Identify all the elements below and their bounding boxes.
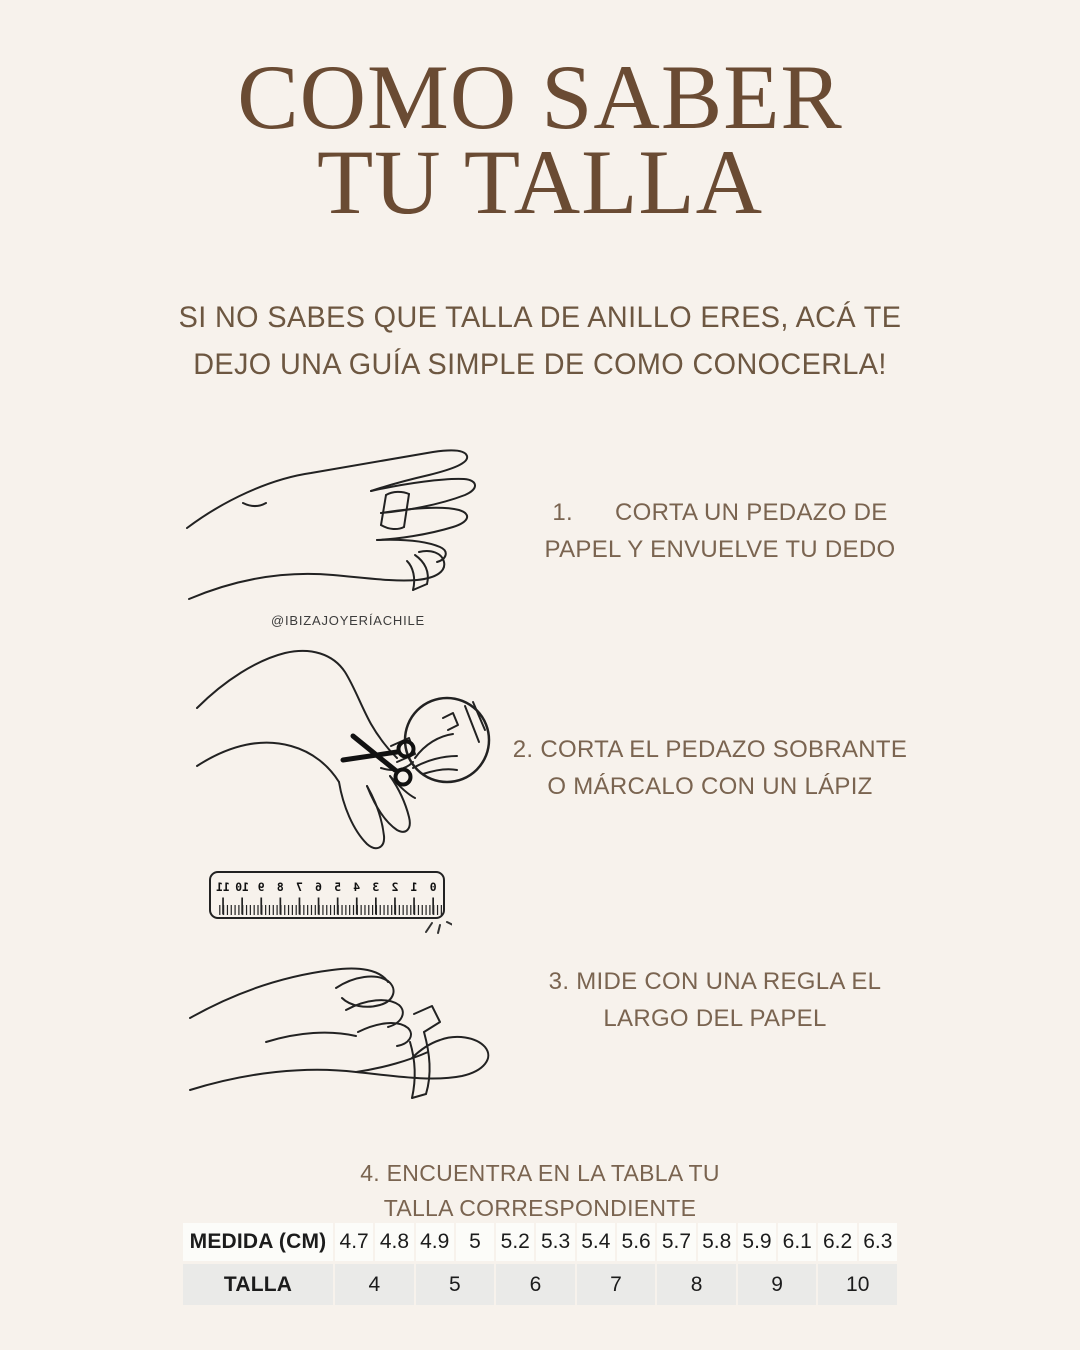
size-cell: 5: [416, 1264, 495, 1305]
step-4-line1: 4. ENCUENTRA EN LA TABLA TU: [360, 1160, 720, 1186]
measure-cell: 5.3: [536, 1223, 574, 1261]
measure-cell: 6.3: [859, 1223, 897, 1261]
hand-paper-ring-illustration: [183, 433, 483, 618]
ruler-drawing: [208, 868, 452, 942]
step-2-text: [505, 731, 915, 805]
measure-cell: 4.8: [375, 1223, 413, 1261]
ruler-number: 2: [391, 880, 399, 894]
step-1-line2: PAPEL Y ENVUELVE TU DEDO: [544, 536, 896, 563]
size-cell: 9: [738, 1264, 817, 1305]
ruler-illustration: [208, 868, 452, 942]
palm-paper-illustration: [188, 942, 510, 1118]
step-1-number: 1.: [552, 499, 574, 526]
step-2-line2: O MÁRCALO CON UN LÁPIZ: [547, 773, 873, 800]
size-table: [183, 1223, 897, 1305]
size-cell: 6: [496, 1264, 575, 1305]
ruler-number: 9: [257, 880, 265, 894]
size-cell: 7: [577, 1264, 656, 1305]
measure-cell: 5.6: [617, 1223, 655, 1261]
measure-label-cell: MEDIDA (CM): [183, 1223, 333, 1261]
measure-cell: 5: [456, 1223, 494, 1261]
palm-paper-drawing: [188, 942, 510, 1118]
ruler-number: 8: [276, 880, 284, 894]
size-cell: 8: [657, 1264, 736, 1305]
hand-scissors-drawing: [195, 648, 507, 876]
ruler-number: 5: [334, 880, 342, 894]
measure-cell: 4.9: [416, 1223, 454, 1261]
measure-cell: 6.2: [818, 1223, 856, 1261]
ruler-number: 6: [315, 880, 322, 894]
subtitle-line1: SI NO SABES QUE TALLA DE ANILLO ERES, ACÁ TE: [178, 301, 902, 334]
ruler-number: 1: [410, 880, 418, 894]
hand-paper-ring-drawing: [183, 433, 483, 618]
step-2-line1: 2. CORTA EL PEDAZO SOBRANTE: [512, 736, 908, 763]
ruler-number: 11: [216, 880, 230, 894]
measure-cell: 5.4: [577, 1223, 615, 1261]
measure-cell: 5.2: [496, 1223, 534, 1261]
ruler-number: 3: [372, 880, 380, 894]
step-4-line2: TALLA CORRESPONDIENTE: [383, 1195, 697, 1221]
page-title: [0, 46, 1080, 233]
measure-cell: 4.7: [335, 1223, 373, 1261]
size-label-cell: TALLA: [183, 1264, 333, 1305]
sparkle-marks-icon: [426, 922, 452, 933]
page-title-line2: TU TALLA: [316, 131, 764, 233]
step-3-line1: 3. MIDE CON UNA REGLA EL: [548, 968, 882, 995]
ruler-number: 0: [429, 880, 437, 894]
ruler-number: 10: [235, 880, 250, 894]
step-4-text: [355, 1156, 725, 1226]
ruler-number: 7: [295, 880, 303, 894]
hand-scissors-illustration: [195, 648, 507, 876]
step-1-line1: [505, 494, 935, 531]
page-title-line1: COMO SABER: [237, 46, 843, 148]
step-3-line2: LARGO DEL PAPEL: [603, 1005, 827, 1032]
measure-cell: 5.9: [738, 1223, 776, 1261]
size-cell: 4: [335, 1264, 414, 1305]
step-3-text: [530, 963, 900, 1037]
size-cell: 10: [818, 1264, 897, 1305]
step-1-text: [505, 494, 935, 568]
watermark: @IBIZAJOYERÍACHILE: [270, 613, 426, 628]
ruler-number: 4: [353, 880, 361, 894]
subtitle-line2: DEJO UNA GUÍA SIMPLE DE COMO CONOCERLA!: [193, 348, 887, 381]
measure-cell: 6.1: [778, 1223, 816, 1261]
measure-cell: 5.7: [657, 1223, 695, 1261]
subtitle: [22, 294, 1059, 388]
step-1-line1-text: CORTA UN PEDAZO DE: [615, 499, 888, 526]
measure-cell: 5.8: [698, 1223, 736, 1261]
